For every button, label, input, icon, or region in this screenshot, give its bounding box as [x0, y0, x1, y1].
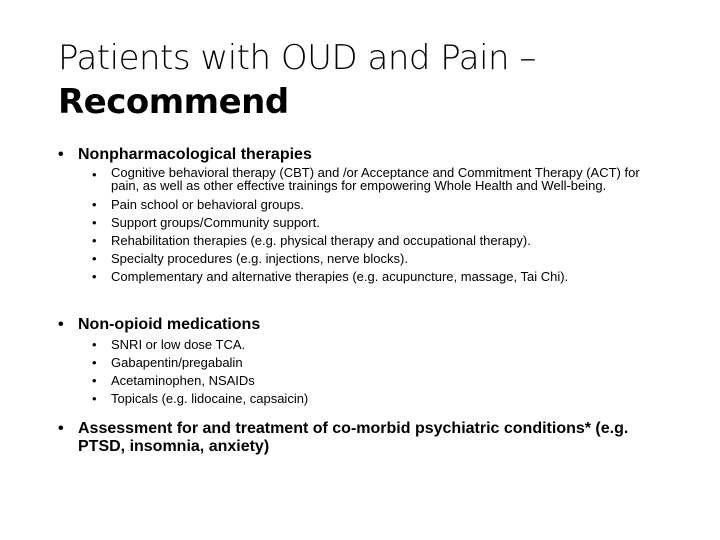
list-item-text: Rehabilitation therapies (e.g. physical therapy and occupational therapy).	[111, 233, 531, 248]
list-item	[92, 390, 308, 408]
list-item-text: Acetaminophen, NSAIDs	[111, 373, 255, 388]
list-item	[92, 336, 308, 354]
list-item	[92, 166, 656, 196]
list-item-text: SNRI or low dose TCA.	[111, 337, 246, 352]
list-item	[92, 354, 308, 372]
bullet-heading: Assessment for and treatment of co-morbid psychiatric conditions* (e.g. PTSD, insomnia, anxiety)	[78, 420, 629, 455]
nonpharm-sublist	[92, 166, 656, 286]
bullet-dot: •	[92, 391, 97, 406]
bullet-dot: •	[92, 355, 97, 370]
list-item-text: Topicals (e.g. lidocaine, capsaicin)	[111, 391, 309, 406]
list-item-text: Gabapentin/pregabalin	[111, 355, 243, 370]
list-item	[92, 214, 656, 232]
list-item-text: Cognitive behavioral therapy (CBT) and /or Acceptance and Commitment Therapy (ACT) for pain, as well as other effective trainings for empowering Whole Health and Well-being.	[111, 165, 640, 193]
list-item-text: Support groups/Community support.	[111, 215, 320, 230]
bullet-dot: •	[58, 420, 64, 437]
bullet-dot: •	[92, 167, 97, 182]
bullet-dot: •	[92, 337, 97, 352]
list-item	[92, 268, 656, 286]
slide-title-line2: Recommend	[58, 82, 289, 122]
list-item	[92, 196, 656, 214]
nonopioid-sublist	[92, 336, 308, 408]
list-item	[92, 250, 656, 268]
list-item-text: Complementary and alternative therapies (e.g. acupuncture, massage, Tai Chi).	[111, 269, 569, 284]
bullet-dot: •	[92, 197, 97, 212]
list-item	[92, 372, 308, 390]
bullet-dot: •	[58, 316, 64, 333]
slide-title-line1: Patients with OUD and Pain –	[58, 38, 536, 78]
bullet-dot: •	[92, 251, 97, 266]
bullet-dot: •	[58, 146, 64, 163]
bullet-dot: •	[92, 269, 97, 284]
bullet-dot: •	[92, 373, 97, 388]
bullet-heading: Non-opioid medications	[78, 316, 261, 333]
list-item-text: Specialty procedures (e.g. injections, nerve blocks).	[111, 251, 408, 266]
bullet-dot: •	[92, 215, 97, 230]
list-item-text: Pain school or behavioral groups.	[111, 197, 304, 212]
bullet-dot: •	[92, 233, 97, 248]
bullet-heading: Nonpharmacological therapies	[78, 146, 312, 163]
list-item	[92, 232, 656, 250]
